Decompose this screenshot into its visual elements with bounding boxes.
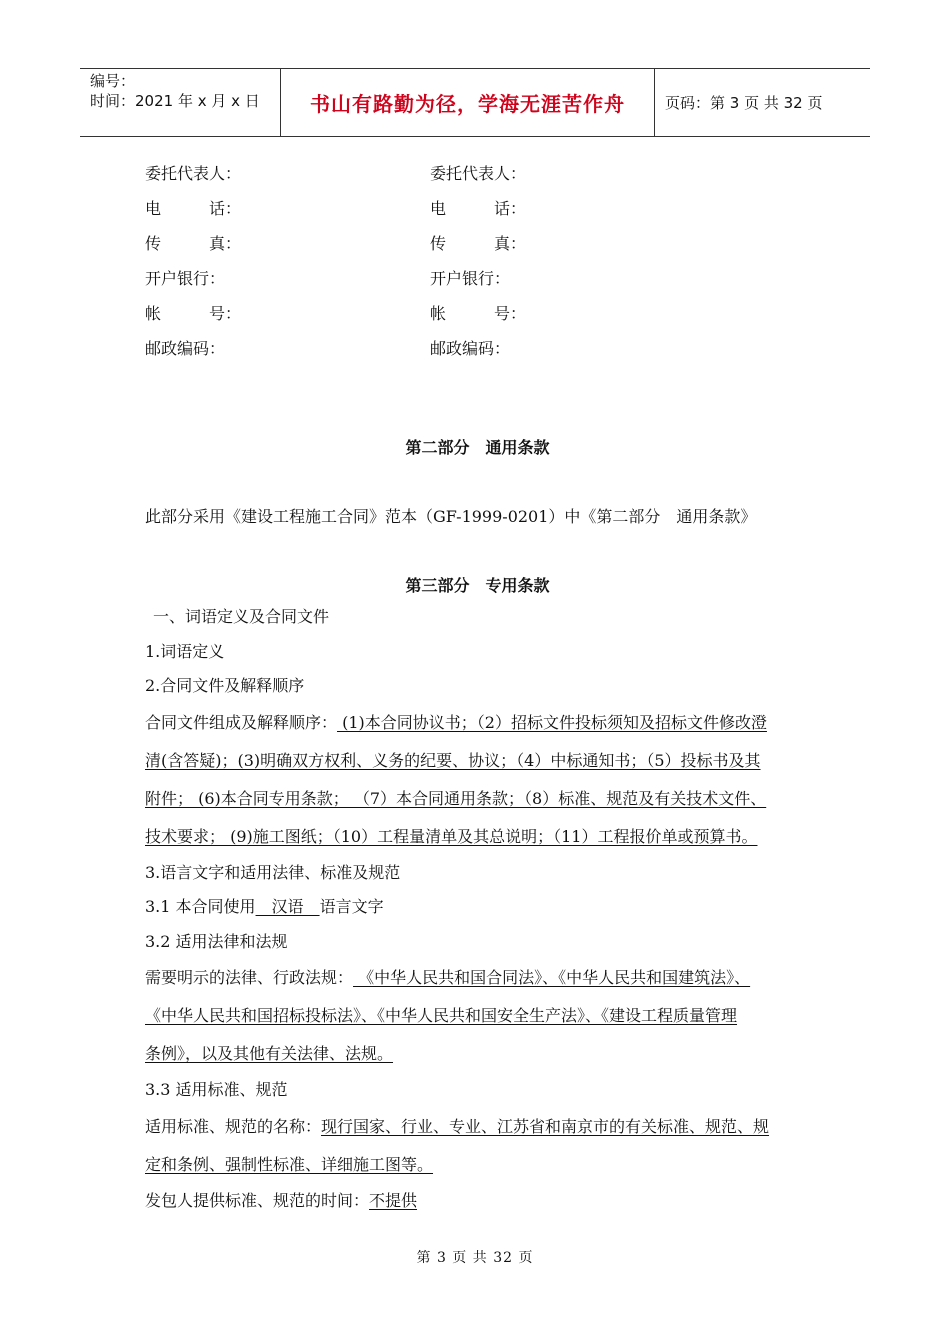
contact-left: 委托代表人： <box>145 164 242 183</box>
law-label: 需要明示的法律、行政法规： <box>145 968 354 987</box>
section-heading: 2.合同文件及解释顺序 <box>145 676 305 695</box>
contact-right: 传 真： <box>430 234 527 253</box>
contact-row <box>145 225 810 260</box>
language-value: 汉语 <box>255 897 320 916</box>
contact-row <box>145 190 810 225</box>
contact-left: 电 话： <box>145 199 242 218</box>
contact-row <box>145 295 810 330</box>
section-heading: 1.词语定义 <box>145 641 225 661</box>
language-label: 3.1 本合同使用 <box>145 897 256 916</box>
contact-left: 帐 号： <box>145 304 242 323</box>
header-page-label: 页码：第 3 页 共 32 页 <box>665 94 823 112</box>
section-heading: 3.2 适用法律和法规 <box>145 931 288 951</box>
part3-title: 第三部分 专用条款 <box>405 576 550 595</box>
standards-value: 定和条例、强制性标准、详细施工图等。 <box>145 1154 434 1174</box>
contract-docs-value: 技术要求； (9)施工图纸；（10）工程量清单及其总说明；（11）工程报价单或预算书。 <box>145 826 758 846</box>
language-line <box>145 890 810 925</box>
header-motto: 书山有路勤为径，学海无涯苦作舟 <box>281 69 655 136</box>
contact-left: 开户银行： <box>145 269 226 288</box>
contact-block <box>145 155 810 365</box>
section-heading: 3.3 适用标准、规范 <box>145 1080 288 1099</box>
law-value: 《中华人民共和国招标投标法》、《中华人民共和国安全生产法》、《建设工程质量管理 <box>145 1006 738 1025</box>
contact-row <box>145 330 810 365</box>
part2-text: 此部分采用《建设工程施工合同》范本（GF-1999-0201）中《第二部分 通用条款》 <box>145 507 757 526</box>
contact-right: 帐 号： <box>430 304 527 323</box>
contact-row <box>145 260 810 295</box>
contact-right: 开户银行： <box>430 269 511 288</box>
law-value: 条例》，以及其他有关法律、法规。 <box>145 1044 394 1063</box>
page-footer: 第 3 页 共 32 页 <box>416 1250 534 1266</box>
section-heading: 一、词语定义及合同文件 <box>153 607 330 626</box>
doc-time-label: 时间：2021 年 x 月 x 日 <box>90 92 260 110</box>
standards-value: 现行国家、行业、专业、江苏省和南京市的有关标准、规范、规 <box>321 1116 770 1136</box>
part2-title: 第二部分 通用条款 <box>405 438 550 457</box>
provide-line <box>145 1184 810 1219</box>
contract-docs-line <box>145 704 810 742</box>
contact-row <box>145 155 810 190</box>
section-heading: 3.语言文字和适用法律、标准及规范 <box>145 862 401 882</box>
contract-docs-value: 清(含答疑)；(3)明确双方权利、义务的纪要、协议；（4）中标通知书；（5）投标书及其 <box>145 750 761 770</box>
document-body <box>145 155 810 1218</box>
contact-left: 邮政编码： <box>145 339 226 358</box>
provide-label: 发包人提供标准、规范的时间： <box>145 1190 370 1210</box>
contract-docs-value: (1)本合同协议书；（2）招标文件投标须知及招标文件修改澄 <box>337 712 767 732</box>
law-value: 《中华人民共和国合同法》、《中华人民共和国建筑法》、 <box>353 968 751 987</box>
header-meta <box>80 69 281 136</box>
law-line <box>145 959 810 997</box>
provide-value: 不提供 <box>369 1190 418 1210</box>
contact-right: 委托代表人： <box>430 164 527 183</box>
doc-number-label: 编号： <box>90 72 136 90</box>
contact-left: 传 真： <box>145 234 242 253</box>
standards-label: 适用标准、规范的名称： <box>145 1116 322 1136</box>
standards-line <box>145 1108 810 1146</box>
contact-right: 电 话： <box>430 199 527 218</box>
contract-docs-label: 合同文件组成及解释顺序： <box>145 712 338 732</box>
contact-right: 邮政编码： <box>430 339 511 358</box>
page-header <box>80 68 870 137</box>
contract-docs-value: 附件； (6)本合同专用条款； （7）本合同通用条款；（8）标准、规范及有关技术文件、 <box>145 788 767 808</box>
language-suffix: 语言文字 <box>319 897 384 916</box>
